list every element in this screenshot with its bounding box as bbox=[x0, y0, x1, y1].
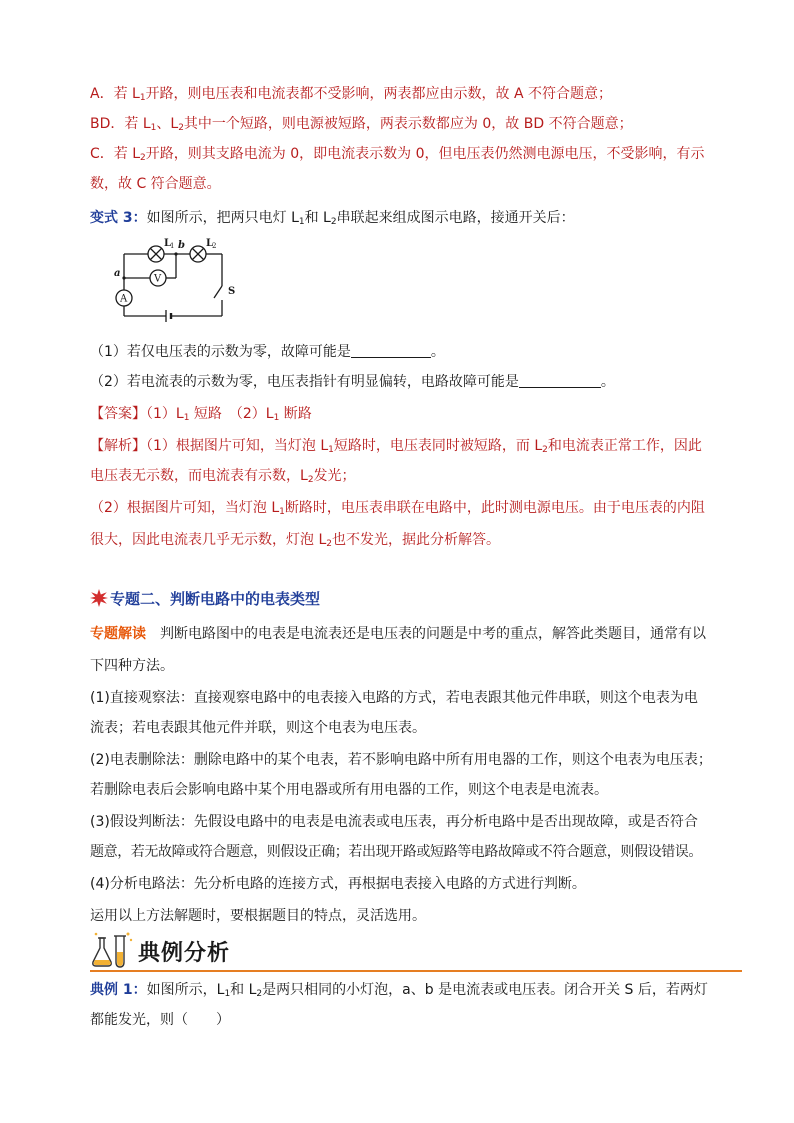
subscript: 1 bbox=[298, 217, 305, 227]
topic-intro-label: 专题解读 bbox=[90, 626, 146, 642]
node-a-label: a bbox=[114, 268, 121, 279]
text: 短路时，电压表同时被短路，而 L bbox=[333, 438, 543, 454]
text: (4)分析电路法：先分析电路的连接方式，再根据电表接入电路的方式进行判断。 bbox=[90, 876, 586, 892]
answer-blank-1 bbox=[351, 343, 431, 358]
analysis-line-4 bbox=[90, 530, 500, 550]
example-heading-text: 典例分析 bbox=[138, 941, 231, 966]
text: 发光； bbox=[313, 468, 356, 484]
text: (2)电表删除法：删除电路中的某个电表，若不影响电路中所有用电器的工作，则这个电表为电压表； bbox=[90, 752, 712, 768]
text: 都能发光，则（ ） bbox=[90, 1012, 230, 1028]
text: 开路，则电压表和电流表都不受影响，两表都应由示数，故 A 不符合题意； bbox=[145, 86, 613, 102]
text: 判断电路图中的电表是电流表还是电压表的问题是中考的重点，解答此类题目，通常有以 bbox=[160, 626, 706, 642]
text: 运用以上方法解题时，要根据题目的特点，灵活选用。 bbox=[90, 908, 426, 924]
text: 断路时，电压表串联在电路中，此时测电源电压。由于电压表的内阻 bbox=[284, 500, 705, 516]
answer-label: 【答案】 bbox=[90, 406, 146, 422]
text: （1）根据图片可知，当灯泡 L bbox=[146, 438, 329, 454]
subscript: 2 bbox=[542, 445, 548, 455]
method-2-line-1 bbox=[90, 750, 712, 770]
text: （1）若仅电压表的示数为零，故障可能是 bbox=[90, 344, 351, 360]
subscript: 2 bbox=[178, 123, 184, 133]
topic-title-text: 专题二、判断电路中的电表类型 bbox=[110, 590, 321, 608]
method-2-line-2 bbox=[90, 780, 608, 800]
text: 也不发光，据此分析解答。 bbox=[331, 532, 500, 548]
option-a-line bbox=[90, 84, 612, 104]
topic-intro-line-2 bbox=[90, 656, 174, 676]
subscript: 2 bbox=[326, 539, 332, 549]
text: 其中一个短路，则电源被短路，两表示数都应为 0，故 BD 不符合题意； bbox=[183, 116, 633, 132]
text: 数，故 C 符合题意。 bbox=[90, 176, 221, 192]
text: 。 bbox=[600, 374, 615, 390]
text: 断路 bbox=[279, 406, 312, 422]
subscript: 2 bbox=[307, 475, 314, 485]
question-2 bbox=[90, 372, 615, 392]
text: （1）L bbox=[146, 406, 184, 422]
topic-summary bbox=[90, 906, 426, 926]
text: 串联起来组成图示电路，接通开关后： bbox=[336, 210, 575, 226]
flask-icon bbox=[90, 930, 136, 970]
variant-3-line bbox=[90, 208, 575, 228]
method-4-line bbox=[90, 874, 586, 894]
node-b-dot bbox=[174, 252, 177, 255]
heading-divider bbox=[90, 970, 742, 972]
text: 若删除电表后会影响电路中某个用电器或所有用电器的工作，则这个电表是电流表。 bbox=[90, 782, 608, 798]
subscript: 1 bbox=[279, 507, 285, 517]
text: 如图所示，L bbox=[146, 982, 225, 998]
text: 流表；若电表跟其他元件并联，则这个电表为电压表。 bbox=[90, 720, 426, 736]
subscript: 1 bbox=[224, 989, 231, 999]
answer-line bbox=[90, 404, 312, 424]
option-bd-line bbox=[90, 114, 633, 134]
subscript: 1 bbox=[139, 93, 146, 103]
text: 是两只相同的小灯泡，a、b 是电流表或电压表。闭合开关 S 后，若两灯 bbox=[262, 982, 708, 998]
lamp-l1-label: L bbox=[164, 238, 172, 249]
topic-intro-line-1 bbox=[90, 624, 706, 644]
text: （2）若电流表的示数为零，电压表指针有明显偏转，电路故障可能是 bbox=[90, 374, 519, 390]
switch-s-icon bbox=[214, 286, 222, 298]
lamp-l1-sub: 1 bbox=[170, 242, 175, 250]
variant-label: 变式 3： bbox=[90, 210, 147, 226]
option-c-continuation bbox=[90, 174, 221, 194]
subscript: 1 bbox=[328, 445, 334, 455]
node-a-dot bbox=[122, 276, 125, 279]
text: 下四种方法。 bbox=[90, 658, 174, 674]
text: 题意，若无故障或符合题意，则假设正确；若出现开路或短路等电路故障或不符合题意，则假设错误。 bbox=[90, 844, 702, 860]
text: 电压表无示数，而电流表有示数，L bbox=[90, 468, 308, 484]
lamp-l2-label: L bbox=[206, 238, 214, 249]
text: 。 bbox=[430, 344, 445, 360]
switch-s-label: S bbox=[228, 286, 236, 297]
subscript: 2 bbox=[140, 153, 146, 163]
analysis-line-2 bbox=[90, 466, 356, 486]
text: C．若 L bbox=[90, 146, 141, 162]
analysis-line-3 bbox=[90, 498, 705, 518]
text: （2）根据图片可知，当灯泡 L bbox=[90, 500, 280, 516]
text: 如图所示，把两只电灯 L bbox=[146, 210, 299, 226]
text: 和电流表正常工作，因此 bbox=[547, 438, 702, 454]
ammeter-label: A bbox=[120, 293, 128, 305]
subscript: 2 bbox=[256, 989, 263, 999]
node-b-label: b bbox=[178, 240, 185, 251]
example-heading bbox=[90, 930, 742, 972]
answer-blank-2 bbox=[519, 373, 601, 388]
text: A．若 L bbox=[90, 86, 140, 102]
analysis-label: 【解析】 bbox=[90, 438, 146, 454]
subscript: 1 bbox=[150, 123, 157, 133]
question-1 bbox=[90, 342, 445, 362]
voltmeter-label: V bbox=[154, 273, 162, 285]
text: 和 L bbox=[230, 982, 257, 998]
text: 、L bbox=[156, 116, 179, 132]
example-1-line-1 bbox=[90, 980, 708, 1000]
method-1-line-1 bbox=[90, 688, 698, 708]
method-3-line-1 bbox=[90, 812, 698, 832]
example-1-line-2 bbox=[90, 1010, 230, 1030]
text: 和 L bbox=[304, 210, 331, 226]
text: (3)假设判断法：先假设电路中的电表是电流表或电压表，再分析电路中是否出现故障，或是否符合 bbox=[90, 814, 698, 830]
text: BD．若 L bbox=[90, 116, 151, 132]
text: 短路 （2）L bbox=[189, 406, 274, 422]
subscript: 1 bbox=[273, 413, 280, 423]
subscript: 1 bbox=[183, 413, 190, 423]
text: 很大，因此电流表几乎无示数，灯泡 L bbox=[90, 532, 327, 548]
circuit-diagram bbox=[110, 236, 250, 328]
lamp-l2-sub: 2 bbox=[212, 242, 217, 250]
starburst-icon bbox=[90, 589, 108, 607]
method-3-line-2 bbox=[90, 842, 702, 862]
method-1-line-2 bbox=[90, 718, 426, 738]
option-c-line bbox=[90, 144, 704, 164]
topic-title bbox=[90, 588, 320, 609]
analysis-line-1 bbox=[90, 436, 702, 456]
example-label: 典例 1： bbox=[90, 982, 147, 998]
subscript: 2 bbox=[330, 217, 337, 227]
text: (1)直接观察法：直接观察电路中的电表接入电路的方式，若电表跟其他元件串联，则这个电表为电 bbox=[90, 690, 698, 706]
text: 开路，则其支路电流为 0，即电流表示数为 0，但电压表仍然测电源电压，不受影响，有示 bbox=[145, 146, 705, 162]
